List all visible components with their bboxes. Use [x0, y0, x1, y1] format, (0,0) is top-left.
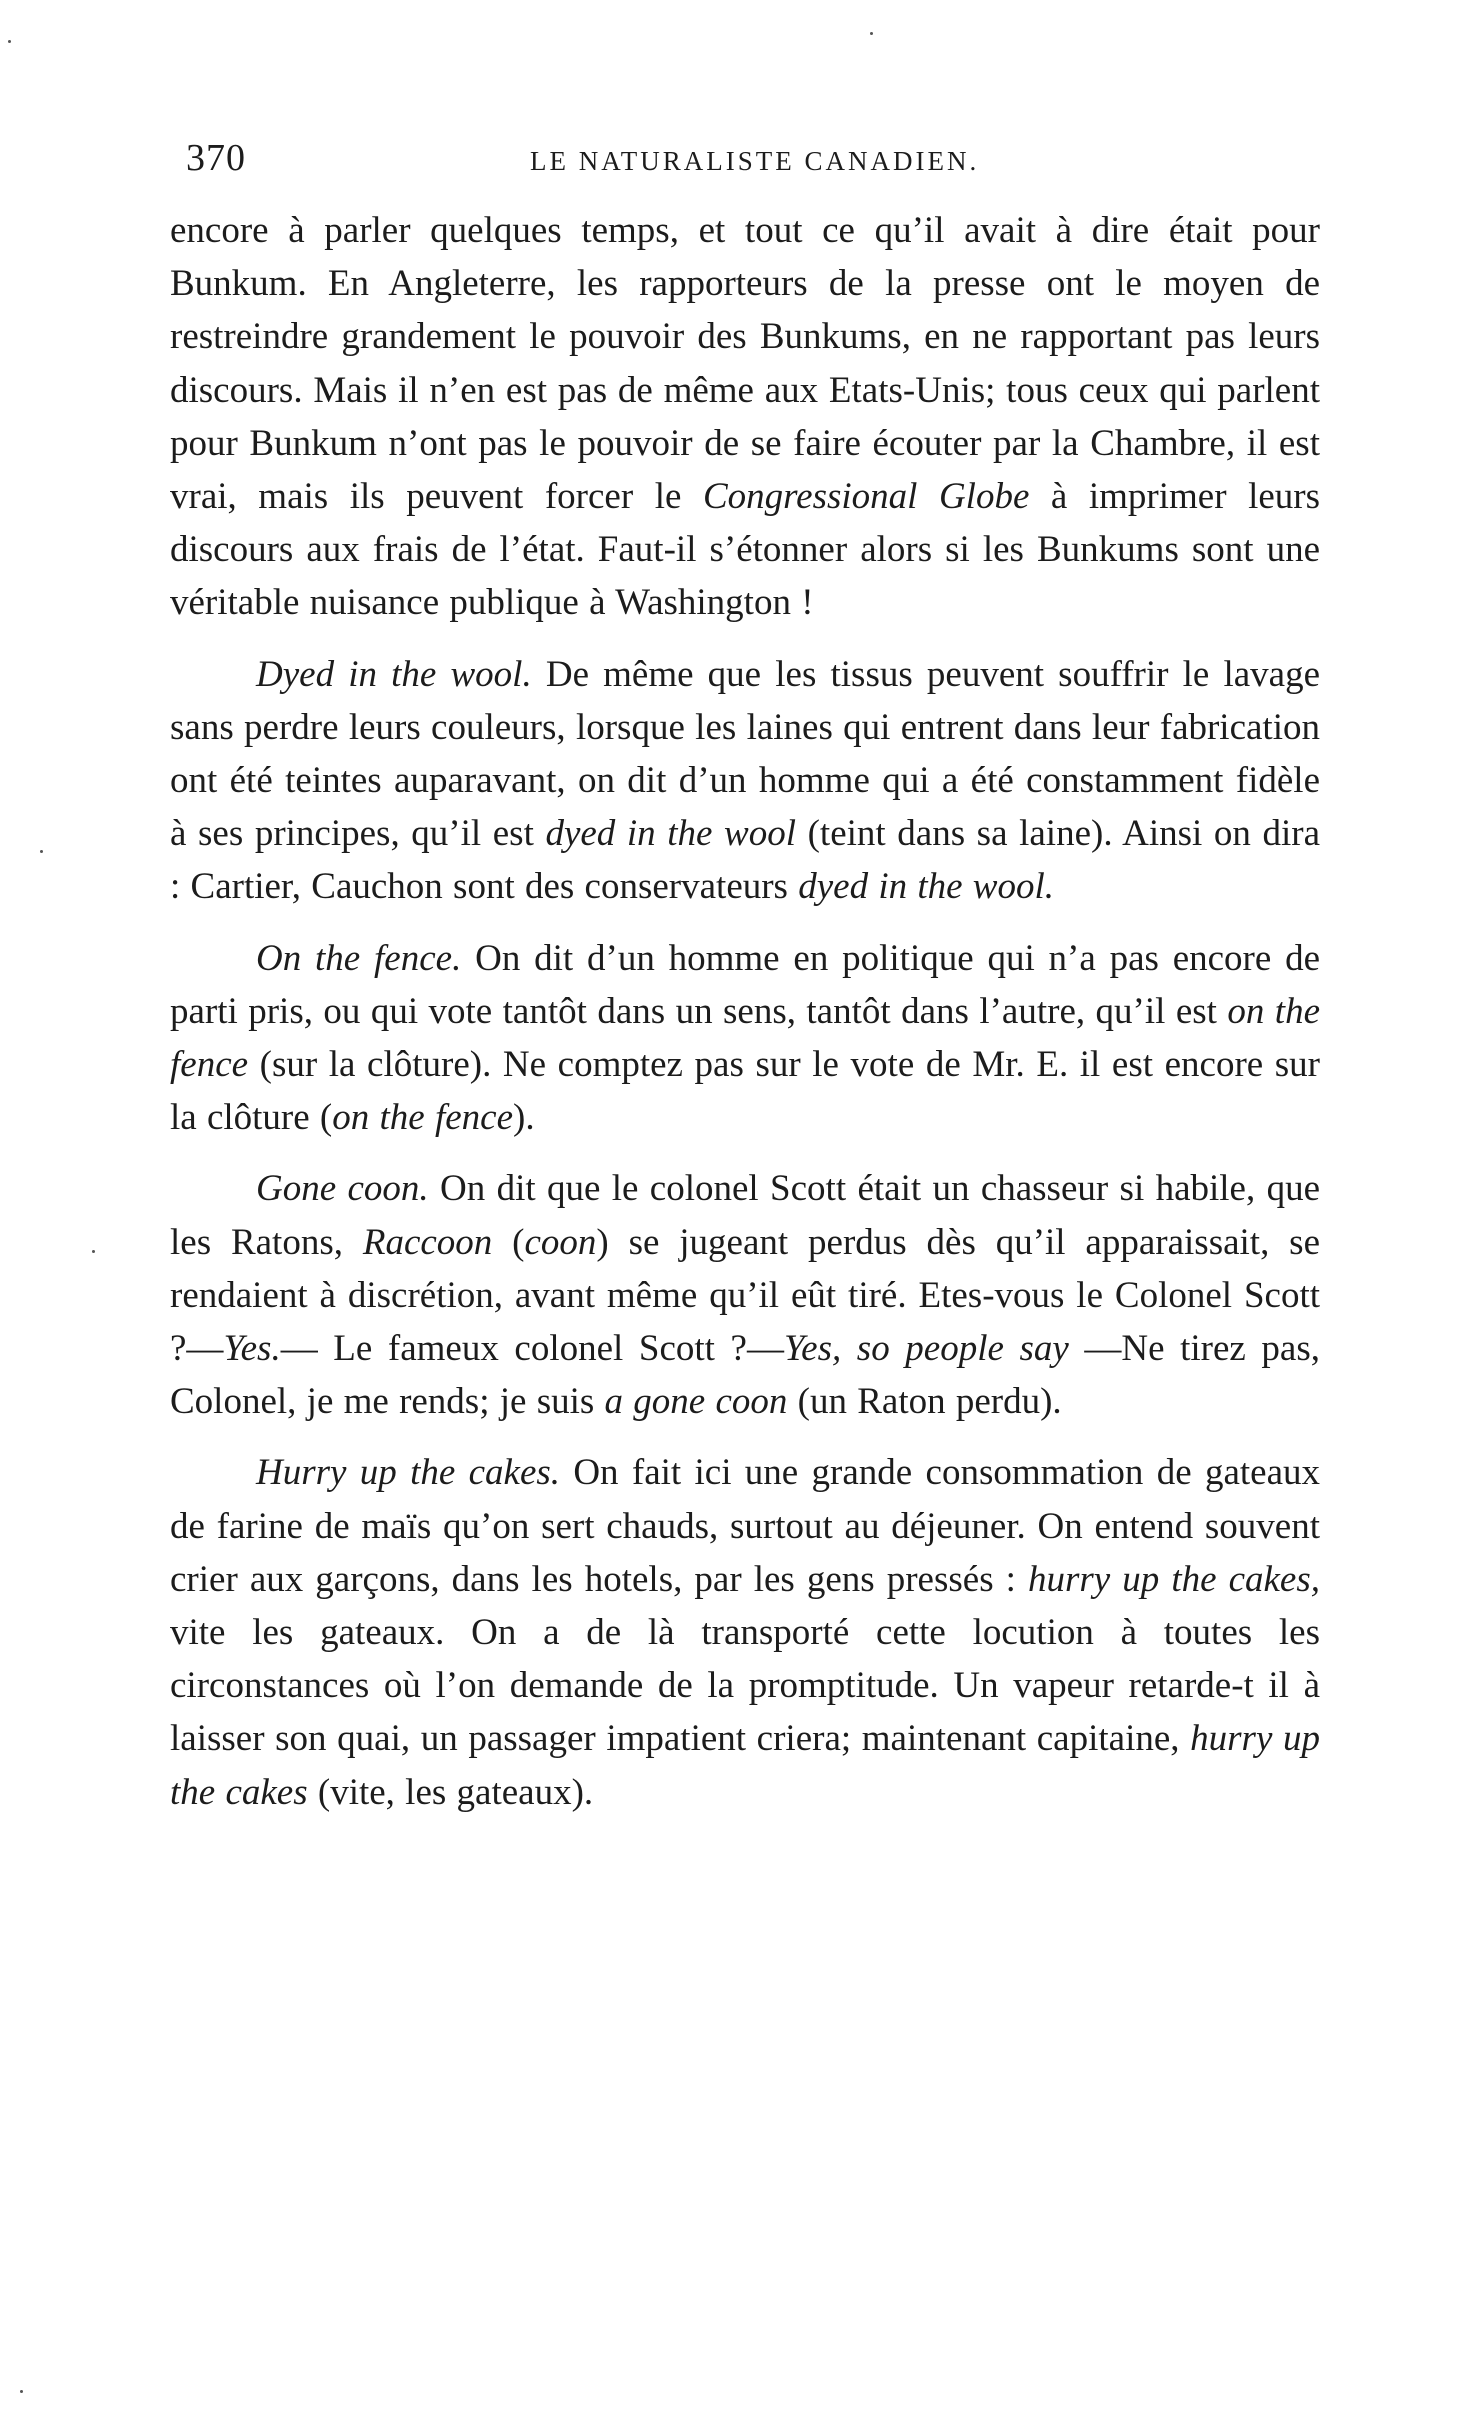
running-head	[170, 120, 1320, 190]
italic-run: dyed in the wool.	[798, 866, 1055, 908]
text-run: ).	[513, 1097, 535, 1139]
italic-run: on the fence	[332, 1097, 513, 1139]
document-page	[170, 120, 1320, 1837]
text-run: On dit d’un homme en politique qui n’a pas encore de parti pris, ou qui vote tantôt dans un sens, tantôt dans l’autre, qu’il est	[170, 937, 1320, 1032]
italic-run: coon	[524, 1221, 597, 1263]
entry-hurry-up-the-cakes	[170, 1446, 1320, 1818]
text-run: (	[492, 1221, 525, 1263]
italic-run: hurry up the cakes	[170, 1718, 1320, 1813]
text-run: On fait ici une grande consommation de gateaux de farine de maïs qu’on sert chauds, surtout au déjeuner. On entend souvent crier aux garçons, dans les hotels, par les gens pressés :	[170, 1452, 1320, 1600]
text-run: (un Raton perdu).	[787, 1381, 1062, 1423]
entry-on-the-fence	[170, 932, 1320, 1145]
text-run: (vite, les gateaux).	[307, 1771, 594, 1813]
scan-speck	[92, 1250, 95, 1253]
entry-term: On the fence.	[256, 937, 462, 979]
text-run: De même que les tissus peuvent souffrir le lavage sans perdre leurs couleurs, lorsque les laines qui entrent dans leur fabrication ont été teintes auparavant, on dit d’un homme qui a été constamment fidèle à ses principes, qu’il est	[170, 653, 1320, 855]
italic-run: Yes, so people say	[783, 1328, 1069, 1370]
scan-speck	[40, 850, 43, 853]
italic-run: Raccoon	[362, 1221, 493, 1263]
text-run: On dit que le colonel Scott était un chasseur si habile, que les Ratons,	[170, 1168, 1320, 1263]
italic-run: a gone coon	[604, 1381, 788, 1423]
text-run: (sur la clôture). Ne comptez pas sur le vote de Mr. E. il est encore sur la clôture (	[170, 1044, 1320, 1139]
entry-term: Dyed in the wool.	[256, 653, 532, 695]
entry-term: Gone coon.	[256, 1168, 429, 1210]
entry-gone-coon	[170, 1162, 1320, 1428]
text-run: — Le fameux colonel Scott ?—	[280, 1328, 784, 1370]
scan-speck	[870, 32, 873, 35]
scan-speck	[20, 2390, 23, 2393]
entry-term: Hurry up the cakes.	[256, 1452, 561, 1494]
running-title: LE NATURALISTE CANADIEN.	[530, 146, 980, 176]
text-run: vite les gateaux. On a de là transporté cette locution à toutes les circonstances où l’on demande de la promptitude. Un vapeur retarde-t il à laisser son quai, un passager impatient criera; maintenant capitaine,	[170, 1612, 1320, 1760]
entry-dyed-in-the-wool	[170, 648, 1320, 914]
italic-run-congressional-globe: Congressional Globe	[702, 476, 1030, 518]
text-run: encore à parler quelques temps, et tout ce qu’il avait à dire était pour Bunkum. En Angleterre, les rapporteurs de la presse ont le moyen de restreindre grandement le pouvoir des Bunkums, en ne rapportant pas leurs discours. Mais il n’en est pas de même aux Etats-Unis; tous ceux qui parlent pour Bunkum n’ont pas le pouvoir de se faire écouter par la Chambre, il est vrai, mais ils peuvent forcer le	[170, 210, 1320, 518]
text-run: —Ne tirez pas, Colonel, je me rends; je suis	[170, 1328, 1320, 1423]
paragraph-bunkum-continued	[170, 204, 1320, 630]
text-run: (teint dans sa laine). Ainsi on dira : Cartier, Cauchon sont des conservateurs	[170, 813, 1320, 908]
italic-run: dyed in the wool	[545, 813, 797, 855]
italic-run: on the fence	[170, 990, 1321, 1086]
scan-speck	[8, 40, 11, 43]
italic-run: Yes.	[223, 1328, 281, 1370]
text-run: à imprimer leurs discours aux frais de l’état. Faut-il s’étonner alors si les Bunkums sont une véritable nuisance publique à Washington !	[170, 476, 1320, 624]
text-run: ) se jugeant perdus dès qu’il apparaissait, se rendaient à discrétion, avant même qu’il eût tiré. Etes-vous le Colonel Scott ?—	[170, 1221, 1320, 1370]
page-number: 370	[186, 137, 246, 179]
italic-run: hurry up the cakes,	[1027, 1558, 1320, 1600]
